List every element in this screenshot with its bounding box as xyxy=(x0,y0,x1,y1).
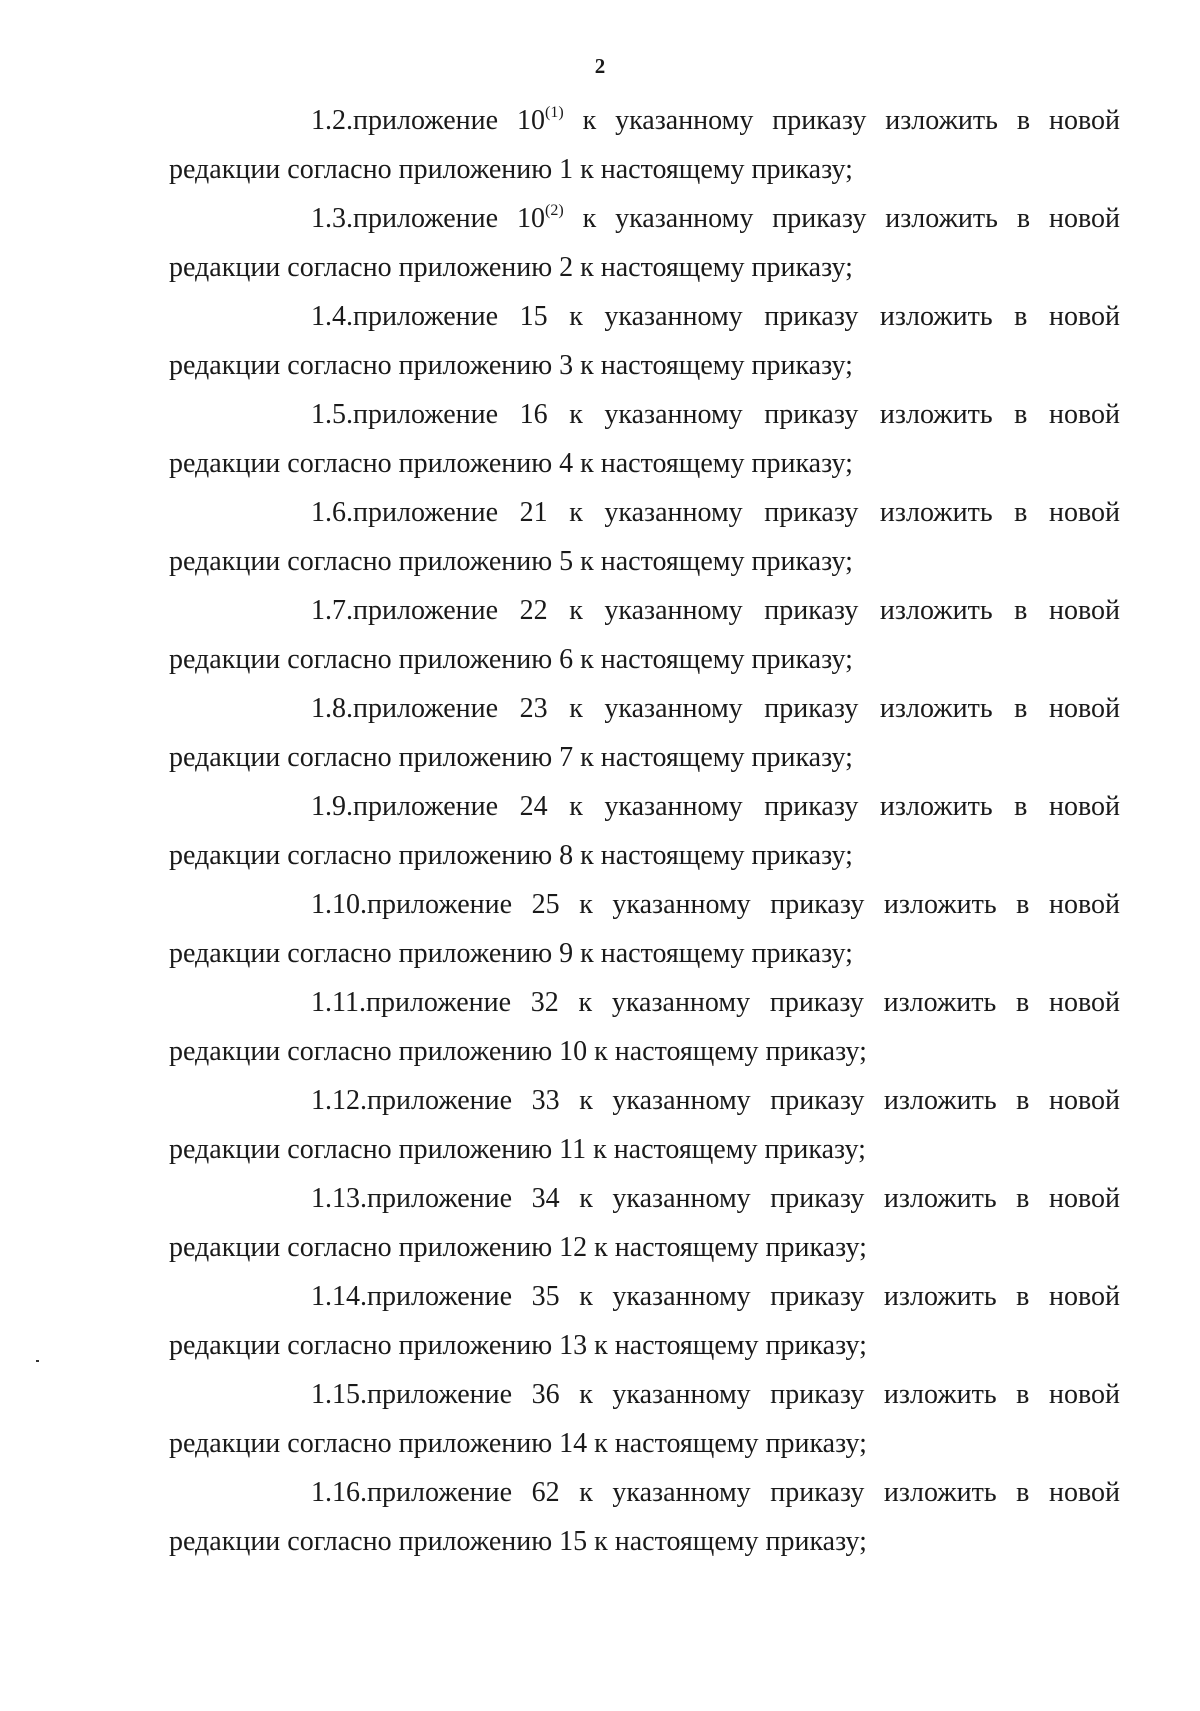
item-text: приложение 36 к указанному приказу изложить в новой редакции согласно приложению 14 к настоящему приказу; xyxy=(169,1379,1120,1459)
item-number: 1.16. xyxy=(311,1477,367,1508)
item-text: приложение 16 к указанному приказу изложить в новой редакции согласно приложению 4 к настоящему приказу; xyxy=(169,399,1120,479)
list-item xyxy=(169,96,1120,194)
item-text: приложение 25 к указанному приказу изложить в новой редакции согласно приложению 9 к настоящему приказу; xyxy=(169,889,1120,969)
list-item xyxy=(169,586,1120,684)
item-text: приложение 22 к указанному приказу изложить в новой редакции согласно приложению 6 к настоящему приказу; xyxy=(169,595,1120,675)
item-number: 1.9. xyxy=(311,791,353,822)
item-number: 1.13. xyxy=(311,1183,367,1214)
item-number: 1.4. xyxy=(311,301,353,332)
item-text: приложение 10 xyxy=(353,105,545,136)
item-text: приложение 62 к указанному приказу изложить в новой редакции согласно приложению 15 к настоящему приказу; xyxy=(169,1477,1120,1557)
item-text: приложение 35 к указанному приказу изложить в новой редакции согласно приложению 13 к настоящему приказу; xyxy=(169,1281,1120,1361)
list-item xyxy=(169,880,1120,978)
item-number: 1.12. xyxy=(311,1085,367,1116)
item-text: приложение 34 к указанному приказу изложить в новой редакции согласно приложению 12 к настоящему приказу; xyxy=(169,1183,1120,1263)
list-item xyxy=(169,390,1120,488)
list-item xyxy=(169,1370,1120,1468)
item-number: 1.14. xyxy=(311,1281,367,1312)
item-text: приложение 23 к указанному приказу изложить в новой редакции согласно приложению 7 к настоящему приказу; xyxy=(169,693,1120,773)
item-text: приложение 33 к указанному приказу изложить в новой редакции согласно приложению 11 к настоящему приказу; xyxy=(169,1085,1120,1165)
item-number: 1.2. xyxy=(311,105,353,136)
item-text-continued: к указанному приказу изложить в новой редакции согласно приложению 1 к настоящему приказу; xyxy=(169,105,1121,185)
item-superscript: (1) xyxy=(544,103,564,121)
item-number: 1.6. xyxy=(311,497,353,528)
item-text: приложение 15 к указанному приказу изложить в новой редакции согласно приложению 3 к настоящему приказу; xyxy=(169,301,1120,381)
item-number: 1.7. xyxy=(311,595,353,626)
item-text-continued: к указанному приказу изложить в новой редакции согласно приложению 2 к настоящему приказу; xyxy=(169,203,1121,283)
item-text: приложение 24 к указанному приказу изложить в новой редакции согласно приложению 8 к настоящему приказу; xyxy=(169,791,1120,871)
item-number: 1.3. xyxy=(311,203,353,234)
item-text: приложение 32 к указанному приказу изложить в новой редакции согласно приложению 10 к настоящему приказу; xyxy=(169,987,1120,1067)
amendment-list xyxy=(169,96,1120,1566)
list-item xyxy=(169,1174,1120,1272)
list-item xyxy=(169,978,1120,1076)
scan-speck xyxy=(36,1360,39,1362)
list-item xyxy=(169,684,1120,782)
item-number: 1.10. xyxy=(311,889,367,920)
list-item xyxy=(169,488,1120,586)
item-number: 1.11. xyxy=(311,987,366,1018)
item-text: приложение 21 к указанному приказу изложить в новой редакции согласно приложению 5 к настоящему приказу; xyxy=(169,497,1120,577)
item-text: приложение 10 xyxy=(353,203,545,234)
list-item xyxy=(169,1468,1120,1566)
list-item xyxy=(169,782,1120,880)
list-item xyxy=(169,1076,1120,1174)
item-number: 1.8. xyxy=(311,693,353,724)
item-number: 1.15. xyxy=(311,1379,367,1410)
item-superscript: (2) xyxy=(544,201,564,219)
list-item xyxy=(169,194,1120,292)
list-item xyxy=(169,292,1120,390)
list-item xyxy=(169,1272,1120,1370)
page-number: 2 xyxy=(594,54,606,78)
item-number: 1.5. xyxy=(311,399,353,430)
